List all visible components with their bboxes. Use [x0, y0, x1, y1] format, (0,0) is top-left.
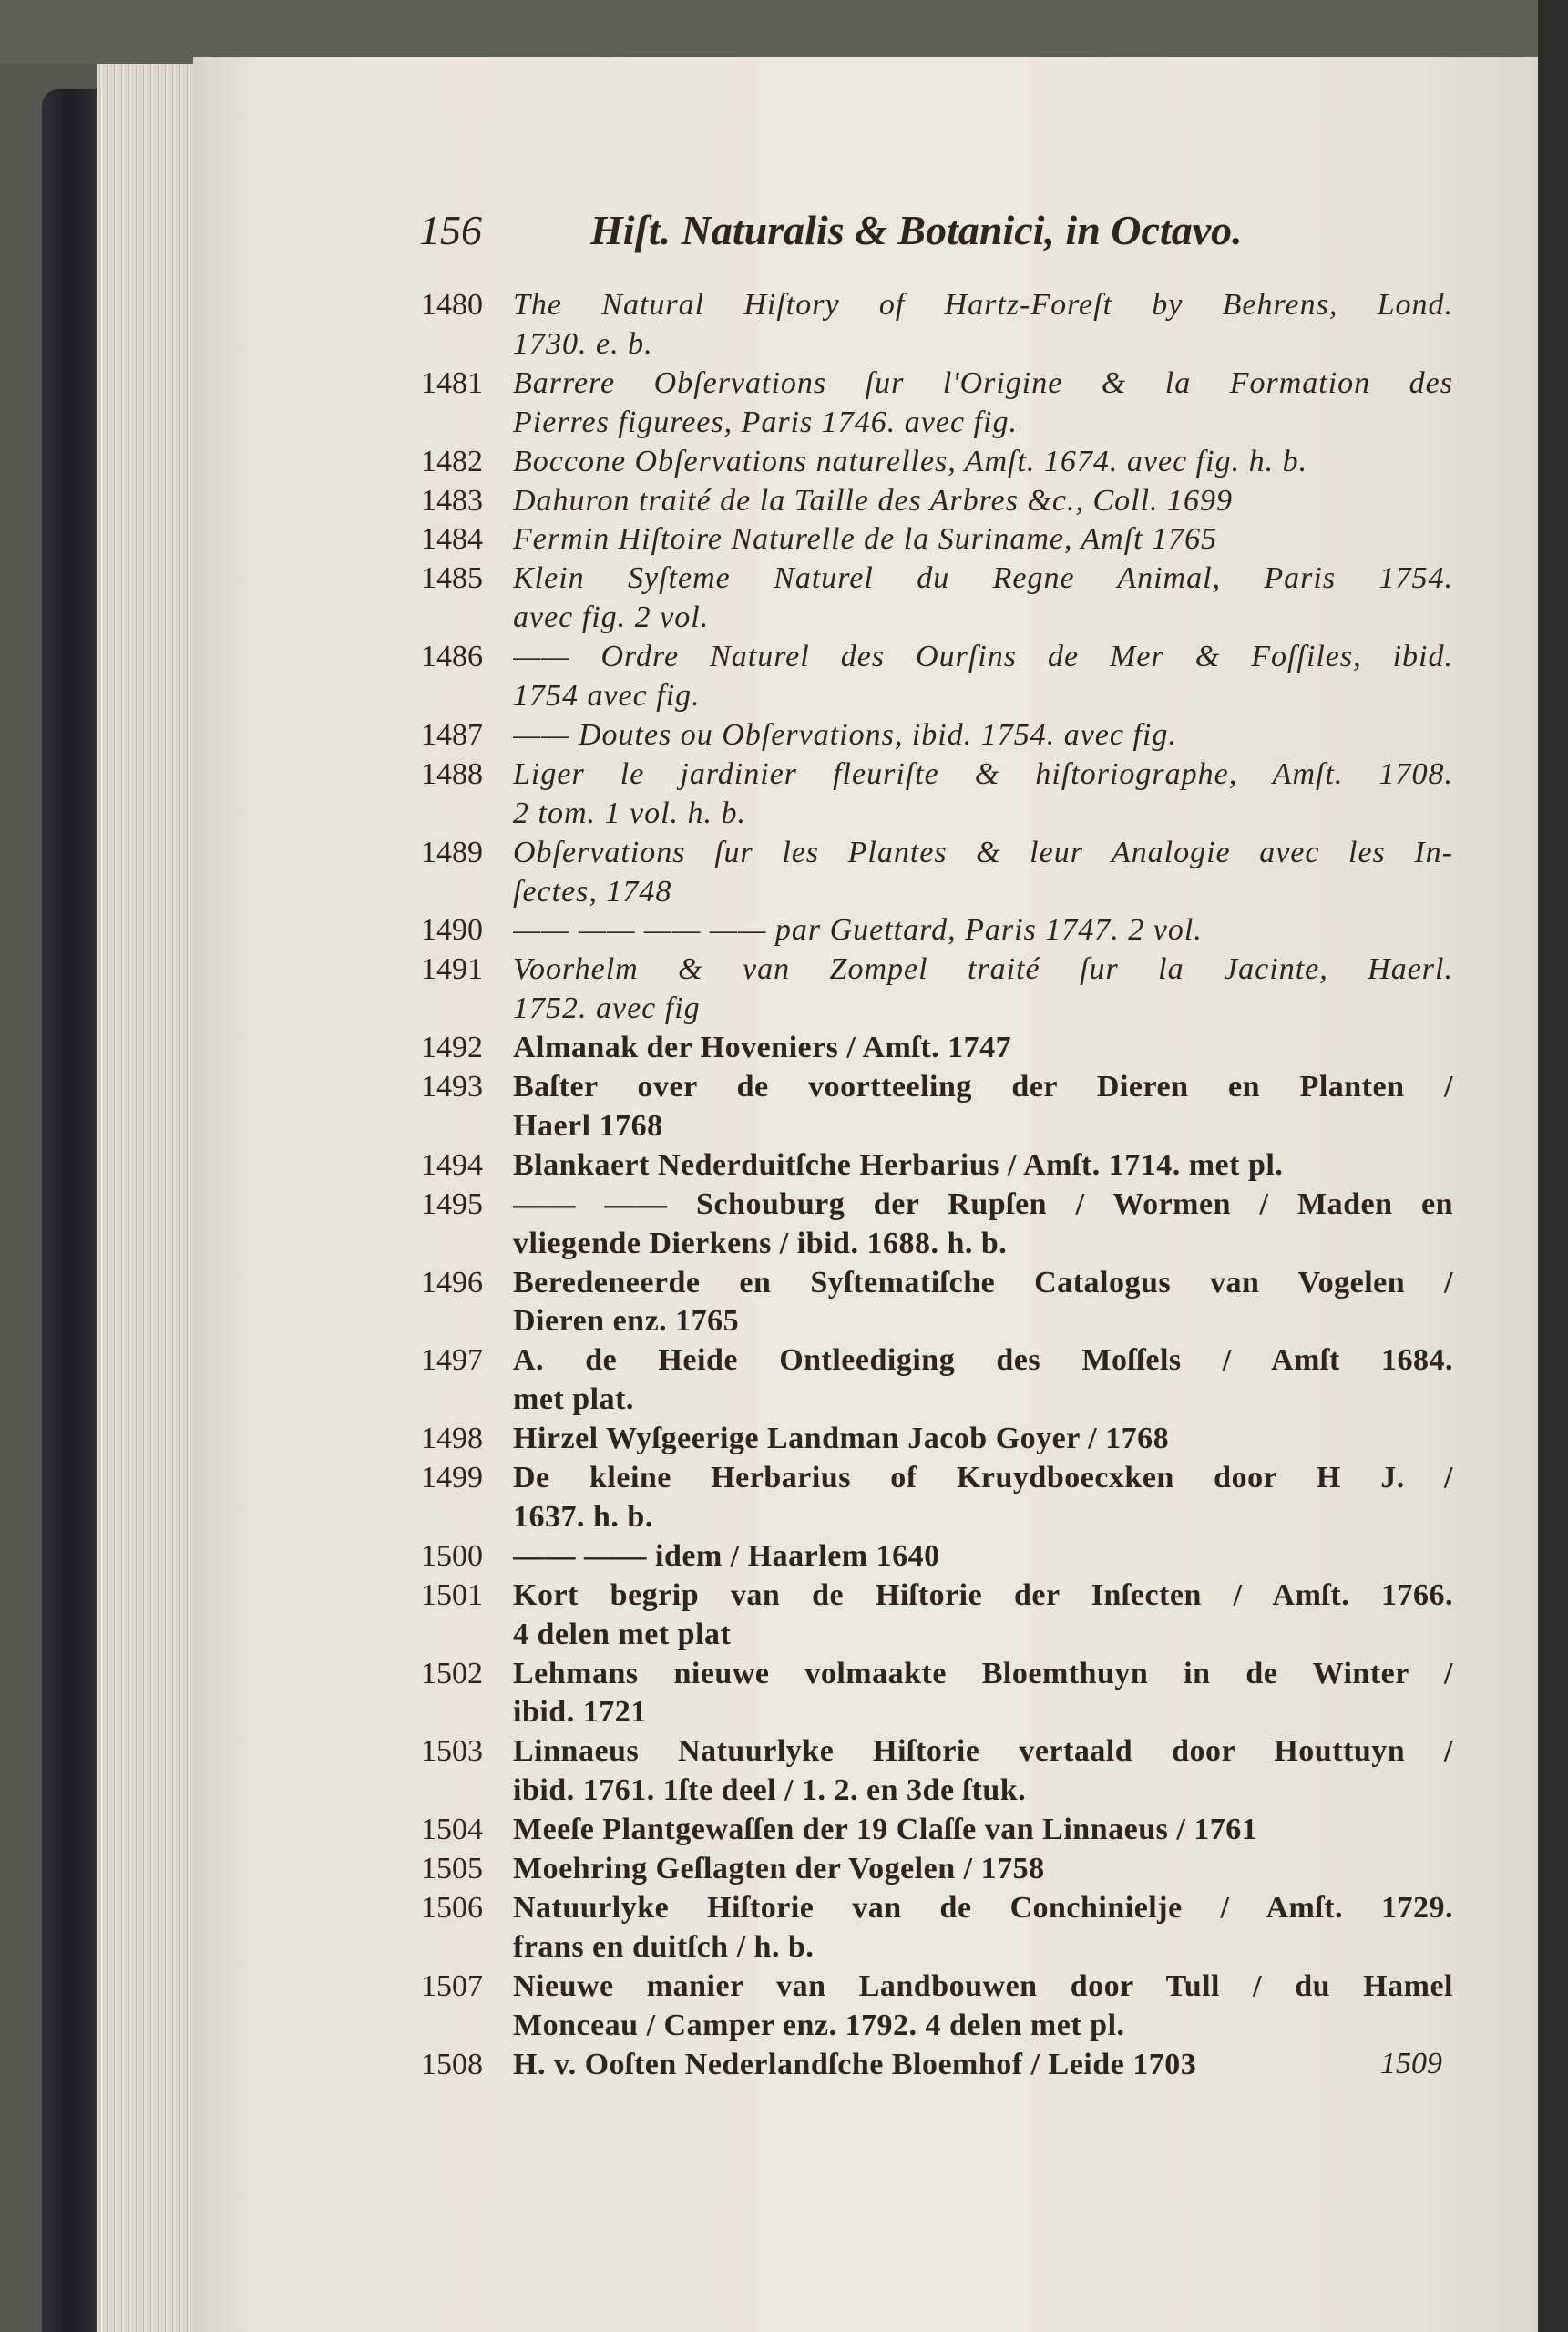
entry-1485-line-2: avec fig. 2 vol. [513, 601, 710, 635]
entry-number: 1497 [421, 1343, 483, 1378]
entry-number: 1480 [421, 288, 483, 322]
entry-number: 1504 [421, 1813, 483, 1847]
entry-1495-line-1: —— —— Schouburg der Rupſen / Wormen / Maden en [513, 1187, 1453, 1221]
catchword: 1509 [1380, 2047, 1442, 2080]
entry-1481-line-2: Pierres figurees, Paris 1746. avec fig. [513, 405, 1018, 439]
entry-1497-line-2: met plat. [513, 1382, 634, 1417]
entry-1487-line-1: —— Doutes ou Obſervations, ibid. 1754. avec fig. [513, 717, 1177, 752]
entry-1486-line-1: —— Ordre Naturel des Ourſins de Mer & Foſſiles, ibid. [513, 640, 1453, 674]
entry-1483-line-1: Dahuron traité de la Taille des Arbres &c., Coll. 1699 [513, 483, 1234, 518]
entry-1493-line-2: Haerl 1768 [513, 1108, 663, 1143]
entry-number: 1493 [421, 1070, 483, 1104]
entry-1486-line-2: 1754 avec fig. [513, 679, 701, 713]
entry-1506-line-2: frans en duitſch / h. b. [513, 1929, 815, 1964]
book-cover-edge [42, 89, 100, 2332]
running-head: Hiſt. Naturalis & Botanici, in Octavo. [590, 207, 1243, 253]
entry-1500-line-1: —— —— idem / Haarlem 1640 [513, 1538, 940, 1573]
entry-1507-line-2: Monceau / Camper enz. 1792. 4 delen met pl. [513, 2008, 1125, 2042]
entry-1491-line-1: Voorhelm & van Zompel traité ſur la Jacinte, Haerl. [513, 952, 1453, 987]
scanner-background-right [1538, 0, 1568, 2332]
entry-1480-line-2: 1730. e. b. [513, 326, 653, 361]
entry-number: 1508 [421, 2047, 483, 2081]
entry-1504-line-1: Meeſe Plantgewaſſen der 19 Claſſe van Linnaeus / 1761 [513, 1813, 1258, 1847]
entry-number: 1481 [421, 365, 483, 400]
page-edges [97, 64, 197, 2332]
entry-number: 1489 [421, 835, 483, 869]
entry-number: 1484 [421, 522, 483, 557]
entry-1490-line-1: —— —— —— —— par Guettard, Paris 1747. 2 vol. [513, 913, 1203, 948]
entry-1492-line-1: Almanak der Hoveniers / Amſt. 1747 [513, 1031, 1012, 1065]
entry-1499-line-2: 1637. h. b. [513, 1499, 653, 1534]
entry-1497-line-1: A. de Heide Ontleediging des Moſſels / Amſt 1684. [513, 1343, 1453, 1378]
entry-number: 1492 [421, 1031, 483, 1065]
entry-number: 1502 [421, 1656, 483, 1690]
entry-1480-line-1: The Natural Hiſtory of Hartz-Foreſt by Behrens, Lond. [513, 288, 1453, 322]
entry-1496-line-2: Dieren enz. 1765 [513, 1304, 740, 1339]
entry-1488-line-2: 2 tom. 1 vol. h. b. [513, 796, 747, 830]
entry-1495-line-2: vliegende Dierkens / ibid. 1688. h. b. [513, 1226, 1008, 1260]
entry-number: 1506 [421, 1890, 483, 1925]
scanner-background [0, 0, 1568, 64]
entry-1505-line-1: Moehring Geſlagten der Vogelen / 1758 [513, 1852, 1045, 1885]
entry-1493-line-1: Baſter over de voortteeling der Dieren en Planten / [513, 1070, 1453, 1104]
entry-1503-line-1: Linnaeus Natuurlyke Hiſtorie vertaald door Houttuyn / [513, 1734, 1453, 1769]
entry-1496-line-1: Beredeneerde en Syſtematiſche Catalogus van Vogelen / [513, 1265, 1453, 1300]
entry-number: 1503 [421, 1734, 483, 1769]
entry-number: 1496 [421, 1265, 483, 1300]
entry-number: 1505 [421, 1852, 483, 1885]
entry-number: 1500 [421, 1538, 483, 1573]
entry-1494-line-1: Blankaert Nederduitſche Herbarius / Amſt. 1714. met pl. [513, 1147, 1284, 1182]
entry-1508-line-1: H. v. Ooſten Nederlandſche Bloemhof / Leide 1703 [513, 2047, 1197, 2081]
entry-1481-line-1: Barrere Obſervations ſur l'Origine & la Formation des [513, 365, 1453, 400]
entry-number: 1507 [421, 1968, 483, 2003]
entry-1485-line-1: Klein Syſteme Naturel du Regne Animal, Paris 1754. [513, 561, 1453, 596]
entry-1489-line-1: Obſervations ſur les Plantes & leur Analogie avec les In- [513, 835, 1453, 869]
entry-number: 1482 [421, 444, 483, 478]
entry-number: 1487 [421, 717, 483, 752]
entry-1507-line-1: Nieuwe manier van Landbouwen door Tull / du Hamel [513, 1968, 1453, 2003]
entry-1488-line-1: Liger le jardinier fleuriſte & hiſtoriographe, Amſt. 1708. [513, 756, 1453, 791]
entry-1501-line-2: 4 delen met plat [513, 1617, 732, 1651]
entry-number: 1490 [421, 913, 483, 948]
entry-number: 1498 [421, 1422, 483, 1456]
entry-1501-line-1: Kort begrip van de Hiſtorie der Inſecten / Amſt. 1766. [513, 1577, 1453, 1612]
entry-number: 1494 [421, 1147, 483, 1182]
page-number: 156 [419, 207, 482, 253]
entry-number: 1483 [421, 483, 483, 518]
entry-number: 1495 [421, 1187, 483, 1221]
entry-1484-line-1: Fermin Hiſtoire Naturelle de la Suriname, Amſt 1765 [513, 522, 1218, 557]
entry-number: 1486 [421, 640, 483, 674]
entry-1498-line-1: Hirzel Wyſgeerige Landman Jacob Goyer / 1768 [513, 1422, 1170, 1456]
entry-number: 1491 [421, 952, 483, 987]
entry-number: 1501 [421, 1577, 483, 1612]
entry-number: 1499 [421, 1461, 483, 1495]
entry-1491-line-2: 1752. avec fig [513, 991, 701, 1026]
entry-1503-line-2: ibid. 1761. 1ſte deel / 1. 2. en 3de ſtuk. [513, 1773, 1027, 1808]
entry-1506-line-1: Natuurlyke Hiſtorie van de Conchinielje / Amſt. 1729. [513, 1890, 1453, 1925]
entry-1499-line-1: De kleine Herbarius of Kruydboecxken door H J. / [513, 1461, 1453, 1495]
entry-number: 1485 [421, 561, 483, 596]
entry-1482-line-1: Boccone Obſervations naturelles, Amſt. 1674. avec fig. h. b. [513, 444, 1308, 478]
entry-1489-line-2: ſectes, 1748 [513, 874, 672, 909]
entry-number: 1488 [421, 756, 483, 791]
entry-1502-line-2: ibid. 1721 [513, 1695, 647, 1730]
entry-1502-line-1: Lehmans nieuwe volmaakte Bloemthuyn in de Winter / [513, 1656, 1453, 1690]
